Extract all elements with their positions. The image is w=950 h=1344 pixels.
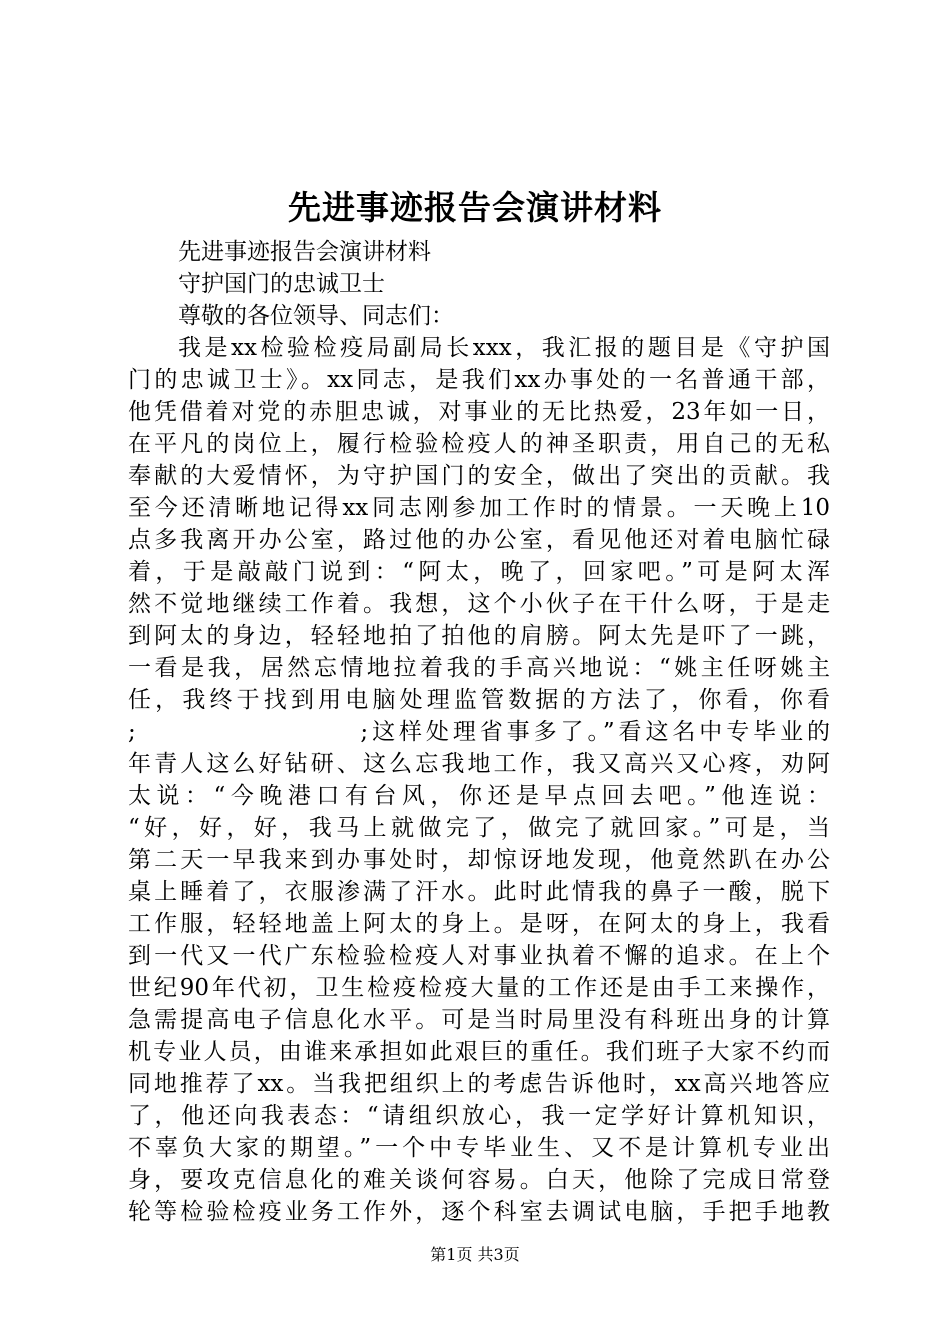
text-line: 桌上睡着了，衣服渗满了汗水。此时此情我的鼻子一酸，脱下 bbox=[128, 879, 830, 905]
text-line: 急需提高电子信息化水平。可是当时局里没有科班出身的计算 bbox=[128, 1007, 830, 1033]
text-line: 身，要攻克信息化的难关谈何容易。白天，他除了完成日常登 bbox=[128, 1167, 830, 1193]
text-line: 先进事迹报告会演讲材料 bbox=[178, 239, 431, 265]
text-line: 我是xx检验检疫局副局长xxx，我汇报的题目是《守护国 bbox=[178, 335, 830, 361]
text-line: 然不觉地继续工作着。我想，这个小伙子在干什么呀，于是走 bbox=[128, 591, 830, 617]
text-line: 奉献的大爱情怀，为守护国门的安全，做出了突出的贡献。我 bbox=[128, 463, 830, 489]
text-line: 到阿太的身边，轻轻地拍了拍他的肩膀。阿太先是吓了一跳， bbox=[128, 623, 830, 649]
text-line: 太说：“今晚港口有台风，你还是早点回去吧。”他连说： bbox=[128, 783, 830, 809]
text-line: 年青人这么好钻研、这么忘我地工作，我又高兴又心疼，劝阿 bbox=[128, 751, 830, 777]
document-body bbox=[128, 236, 830, 1228]
text-line: 在平凡的岗位上，履行检验检疫人的神圣职责，用自己的无私 bbox=[128, 431, 830, 457]
text-line: 尊敬的各位领导、同志们： bbox=[178, 303, 454, 329]
text-line: 第二天一早我来到办事处时，却惊讶地发现，他竟然趴在办公 bbox=[128, 847, 830, 873]
text-line: 不辜负大家的期望。”一个中专毕业生、又不是计算机专业出 bbox=[128, 1135, 830, 1161]
text-line: 点多我离开办公室，路过他的办公室，看见他还对着电脑忙碌 bbox=[128, 527, 830, 553]
text-line: 同地推荐了xx。当我把组织上的考虑告诉他时，xx高兴地答应 bbox=[128, 1071, 830, 1097]
text-line: 轮等检验检疫业务工作外，逐个科室去调试电脑，手把手地教 bbox=[128, 1199, 830, 1225]
text-line: 守护国门的忠诚卫士 bbox=[178, 271, 385, 297]
text-line: 世纪90年代初，卫生检疫检疫大量的工作还是由手工来操作， bbox=[128, 975, 830, 1001]
text-line: 至今还清晰地记得xx同志刚参加工作时的情景。一天晚上10 bbox=[128, 495, 830, 521]
text-line: 机专业人员，由谁来承担如此艰巨的重任。我们班子大家不约而 bbox=[128, 1039, 830, 1065]
text-line: 门的忠诚卫士》。xx同志，是我们xx办事处的一名普通干部， bbox=[128, 367, 830, 393]
document-title: 先进事迹报告会演讲材料 bbox=[288, 188, 662, 227]
text-line: 工作服，轻轻地盖上阿太的身上。是呀，在阿太的身上，我看 bbox=[128, 911, 830, 937]
text-line: 一看是我，居然忘情地拉着我的手高兴地说：“姚主任呀姚主 bbox=[128, 655, 830, 681]
text-line: 他凭借着对党的赤胆忠诚，对事业的无比热爱，23年如一日， bbox=[128, 399, 830, 425]
text-line: 着，于是敲敲门说到：“阿太，晚了，回家吧。”可是阿太浑 bbox=[128, 559, 830, 585]
text-line: 任，我终于找到用电脑处理监管数据的方法了，你看，你看 bbox=[128, 687, 830, 713]
text-line: 到一代又一代广东检验检疫人对事业执着不懈的追求。在上个 bbox=[128, 943, 830, 969]
text-line: ; ;这样处理省事多了。”看这名中专毕业的 bbox=[128, 719, 830, 745]
text-line: “好，好，好，我马上就做完了，做完了就回家。”可是，当 bbox=[128, 815, 830, 841]
page-footer: 第1页 共3页 bbox=[430, 1245, 520, 1264]
text-line: 了，他还向我表态：“请组织放心，我一定学好计算机知识， bbox=[128, 1103, 830, 1129]
